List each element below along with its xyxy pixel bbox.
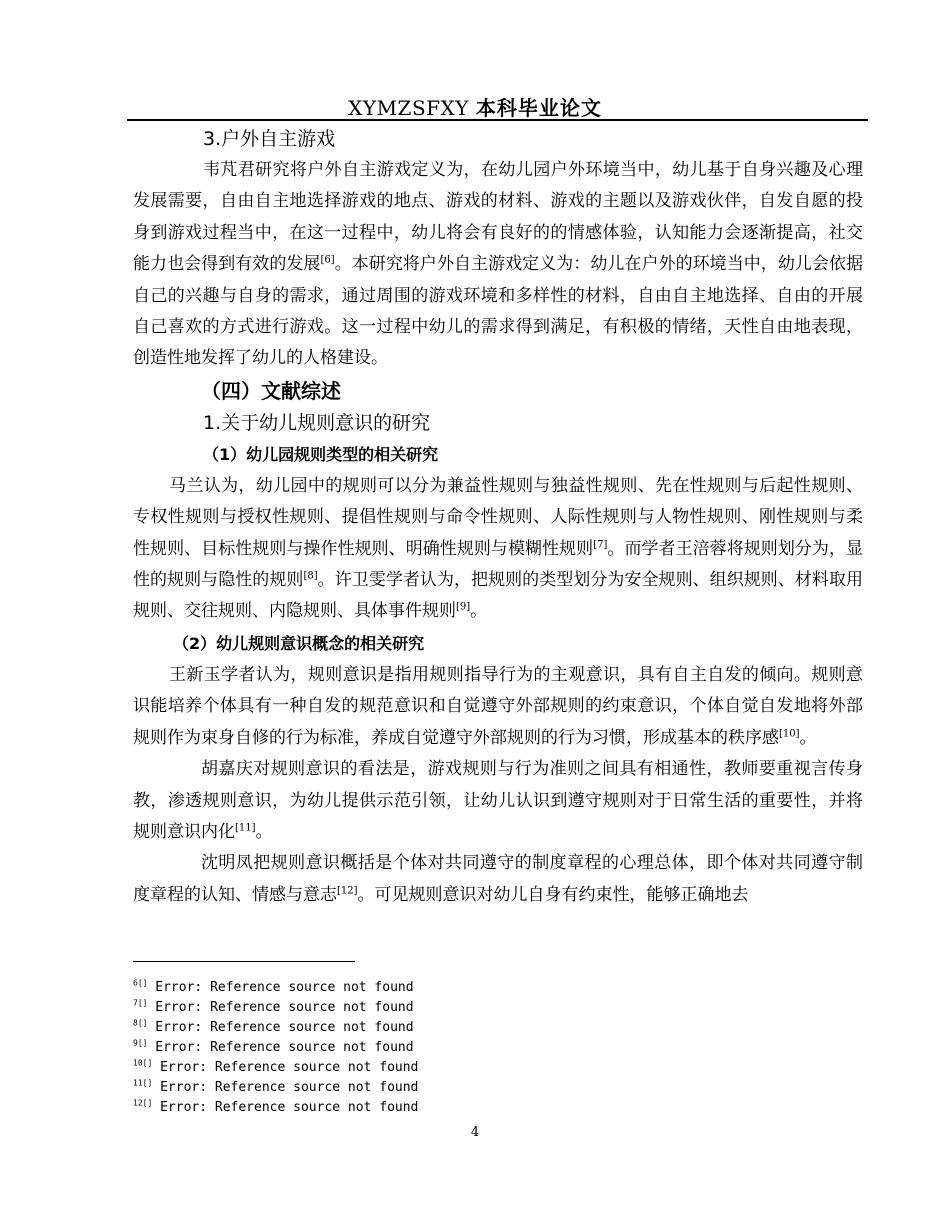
section-heading-rule-awareness-research: 1.关于幼儿规则意识的研究 (203, 411, 431, 434)
footnote: $^{10[]}$ Error: Reference source not found (133, 1058, 419, 1075)
citation-10: [10] (779, 728, 800, 740)
paragraph-hu-jiaqing: 胡嘉庆对规则意识的看法是，游戏规则与行为准则之间具有相通性，教师要重视言传身教，渗透规则意识，为幼儿提供示范引领，让幼儿认识到遵守规则对于日常生活的重要性，并将规则意识内化[11]。 (133, 759, 863, 842)
citation-7: [7] (593, 539, 608, 550)
section-heading-outdoor-play: 3.户外自主游戏 (203, 128, 336, 150)
footnote: $^{9[]}$ Error: Reference source not found (133, 1038, 414, 1055)
footnote-separator (133, 961, 355, 962)
section-heading-rule-types: （1）幼儿园规则类型的相关研究 (203, 444, 439, 464)
citation-12: [12] (337, 885, 358, 897)
footnote: $^{11[]}$ Error: Reference source not found (133, 1078, 419, 1095)
paragraph-rule-types: 马兰认为，幼儿园中的规则可以分为兼益性规则与独益性规则、先在性规则与后起性规则、专权性规则与授权性规则、提倡性规则与命令性规则、人际性规则与人物性规则、刚性规则与柔性规则、目标性规则与操作性规则、明确性规则与模糊性规则[7]。而学者王涪蓉将规则划分为，显性的规则与隐性的规则[8]。许卫雯学者认为，把规则的类型划分为安全规则、组织规则、材料取用规则、交往规则、内隐规则、具体事件规则[9]。 (133, 475, 864, 622)
footnote: $^{12[]}$ Error: Reference source not found (133, 1098, 419, 1115)
header-title: 本科毕业论文 (475, 96, 602, 120)
paragraph-wang-xinyu: 王新玉学者认为，规则意识是指用规则指导行为的主观意识，具有自主自发的倾向。规则意识能培养个体具有一种自发的规范意识和自觉遵守外部规则的约束意识，个体自觉自发地将外部规则作为束身自修的行为标准，养成自觉遵守外部规则的行为习惯，形成基本的秩序感[10]。 (133, 664, 863, 748)
footnotes (133, 978, 418, 1118)
paragraph-shen-mingfeng: 沈明凤把规则意识概括是个体对共同遵守的制度章程的心理总体，即个体对共同遵守制度章程的认知、情感与意志[12]。可见规则意识对幼儿自身有约束性，能够正确地去 (133, 853, 863, 905)
citation-6: [6] (320, 254, 335, 266)
header-rule (127, 119, 868, 121)
citation-9: [9] (456, 601, 471, 613)
header-code: XYMZSFXY (348, 96, 469, 120)
section-heading-literature-review: （四）文献综述 (201, 378, 341, 403)
running-header (0, 92, 950, 121)
page-number: 4 (470, 1125, 480, 1140)
section-heading-rule-awareness-concept: （2）幼儿规则意识概念的相关研究 (173, 633, 425, 653)
footnote: $^{6[]}$ Error: Reference source not found (133, 978, 414, 995)
citation-8: [8] (303, 570, 318, 582)
page-body (133, 123, 863, 911)
footnote: $^{8[]}$ Error: Reference source not found (133, 1018, 414, 1035)
citation-11: [11] (235, 822, 256, 834)
paragraph-outdoor-play-definition: 韦芃君研究将户外自主游戏定义为，在幼儿园户外环境当中，幼儿基于自身兴趣及心理发展需要，自由自主地选择游戏的地点、游戏的材料、游戏的主题以及游戏伙伴，自发自愿的投身到游戏过程当中，在这一过程中，幼儿将会有良好的的情感体验，认知能力会逐渐提高，社交能力也会得到有效的发展[6]。本研究将户外自主游戏定义为：幼儿在户外的环境当中，幼儿会依据自己的兴趣与自身的需求，通过周围的游戏环境和多样性的材料，自由自主地选择、自由的开展自己喜欢的方式进行游戏。这一过程中幼儿的需求得到满足，有积极的情绪，天性自由地表现，创造性地发挥了幼儿的人格建设。 (133, 160, 864, 369)
footnote: $^{7[]}$ Error: Reference source not found (133, 998, 414, 1015)
